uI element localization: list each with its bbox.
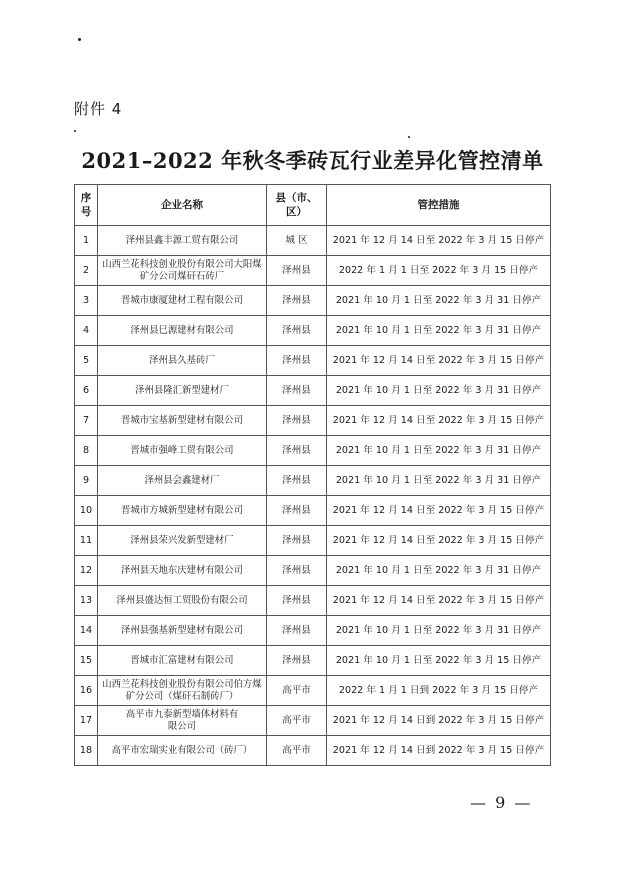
table-row [75, 616, 551, 646]
table-row [75, 226, 551, 256]
county-cell: 泽州县 [267, 376, 327, 406]
seq-cell: 12 [75, 556, 98, 586]
scan-speck [74, 130, 76, 132]
county-cell: 泽州县 [267, 466, 327, 496]
table-row [75, 556, 551, 586]
county-cell: 城 区 [267, 226, 327, 256]
table-header-row [75, 185, 551, 226]
page-number: — 9 — [470, 793, 533, 812]
table-row [75, 376, 551, 406]
county-cell: 泽州县 [267, 526, 327, 556]
scan-speck [408, 136, 410, 138]
seq-cell: 1 [75, 226, 98, 256]
company-cell: 泽州县久基砖厂 [98, 346, 267, 376]
measures-cell: 2021 年 10 月 1 日至 2022 年 3 月 31 日停产 [327, 556, 551, 586]
scan-speck [78, 38, 81, 41]
header-company: 企业名称 [98, 185, 267, 226]
table-row [75, 406, 551, 436]
measures-cell: 2021 年 12 月 14 日至 2022 年 3 月 15 日停产 [327, 406, 551, 436]
seq-cell: 18 [75, 736, 98, 766]
county-cell: 泽州县 [267, 346, 327, 376]
measures-cell: 2021 年 12 月 14 日至 2022 年 3 月 15 日停产 [327, 526, 551, 556]
seq-cell: 3 [75, 286, 98, 316]
table-row [75, 436, 551, 466]
company-cell: 高平市九泰新型墙体材料有限公司 [98, 706, 267, 736]
table-row [75, 346, 551, 376]
seq-cell: 2 [75, 256, 98, 286]
table-row [75, 496, 551, 526]
seq-cell: 13 [75, 586, 98, 616]
annex-label: 附件 4 [74, 100, 123, 118]
seq-cell: 15 [75, 646, 98, 676]
table-row [75, 256, 551, 286]
measures-cell: 2021 年 12 月 14 日至 2022 年 3 月 15 日停产 [327, 496, 551, 526]
county-cell: 泽州县 [267, 556, 327, 586]
measures-cell: 2022 年 1 月 1 日到 2022 年 3 月 15 日停产 [327, 676, 551, 706]
seq-cell: 14 [75, 616, 98, 646]
company-cell: 泽州县巳源建材有限公司 [98, 316, 267, 346]
table-row [75, 676, 551, 706]
measures-cell: 2021 年 10 月 1 日至 2022 年 3 月 31 日停产 [327, 286, 551, 316]
company-cell: 泽州县鑫丰源工贸有限公司 [98, 226, 267, 256]
seq-cell: 17 [75, 706, 98, 736]
company-cell: 泽州县天地东庆建材有限公司 [98, 556, 267, 586]
seq-cell: 9 [75, 466, 98, 496]
company-cell: 泽州县隆汇新型建材厂 [98, 376, 267, 406]
county-cell: 泽州县 [267, 496, 327, 526]
company-cell: 晋城市宝基新型建材有限公司 [98, 406, 267, 436]
seq-cell: 8 [75, 436, 98, 466]
seq-cell: 5 [75, 346, 98, 376]
table-row [75, 316, 551, 346]
header-measures: 管控措施 [327, 185, 551, 226]
county-cell: 泽州县 [267, 406, 327, 436]
table-row [75, 646, 551, 676]
company-cell: 泽州县荣兴发新型建材厂 [98, 526, 267, 556]
county-cell: 高平市 [267, 706, 327, 736]
seq-cell: 4 [75, 316, 98, 346]
measures-cell: 2021 年 10 月 1 日至 2022 年 3 月 31 日停产 [327, 376, 551, 406]
measures-cell: 2021 年 12 月 14 日至 2022 年 3 月 15 日停产 [327, 346, 551, 376]
county-cell: 泽州县 [267, 316, 327, 346]
header-county: 县（市、区） [267, 185, 327, 226]
county-cell: 高平市 [267, 676, 327, 706]
company-cell: 晋城市汇富建材有限公司 [98, 646, 267, 676]
table-row [75, 526, 551, 556]
measures-cell: 2021 年 12 月 14 日至 2022 年 3 月 15 日停产 [327, 226, 551, 256]
measures-cell: 2021 年 10 月 1 日至 2022 年 3 月 31 日停产 [327, 466, 551, 496]
company-cell: 泽州县盛达恒工贸股份有限公司 [98, 586, 267, 616]
company-cell: 晋城市康厦建材工程有限公司 [98, 286, 267, 316]
table-row [75, 586, 551, 616]
table-row [75, 736, 551, 766]
company-cell: 高平市宏瑞实业有限公司（砖厂） [98, 736, 267, 766]
seq-cell: 11 [75, 526, 98, 556]
company-cell: 泽州县会鑫建材厂 [98, 466, 267, 496]
measures-cell: 2021 年 12 月 14 日到 2022 年 3 月 15 日停产 [327, 706, 551, 736]
seq-cell: 10 [75, 496, 98, 526]
county-cell: 泽州县 [267, 286, 327, 316]
seq-cell: 6 [75, 376, 98, 406]
measures-cell: 2021 年 12 月 14 日到 2022 年 3 月 15 日停产 [327, 736, 551, 766]
measures-cell: 2021 年 12 月 14 日至 2022 年 3 月 15 日停产 [327, 586, 551, 616]
document-title: 2021–2022 年秋冬季砖瓦行业差异化管控清单 [81, 148, 544, 173]
county-cell: 泽州县 [267, 256, 327, 286]
header-seq: 序号 [75, 185, 98, 226]
table-row [75, 706, 551, 736]
table-row [75, 466, 551, 496]
measures-cell: 2022 年 1 月 1 日至 2022 年 3 月 15 日停产 [327, 256, 551, 286]
measures-cell: 2021 年 10 月 1 日至 2022 年 3 月 31 日停产 [327, 436, 551, 466]
seq-cell: 7 [75, 406, 98, 436]
measures-cell: 2021 年 10 月 1 日至 2022 年 3 月 31 日停产 [327, 316, 551, 346]
county-cell: 高平市 [267, 736, 327, 766]
company-cell: 山西兰花科技创业股份有限公司伯方煤矿分公司（煤矸石制砖厂） [98, 676, 267, 706]
seq-cell: 16 [75, 676, 98, 706]
county-cell: 泽州县 [267, 436, 327, 466]
county-cell: 泽州县 [267, 646, 327, 676]
county-cell: 泽州县 [267, 586, 327, 616]
measures-cell: 2021 年 10 月 1 日至 2022 年 3 月 31 日停产 [327, 616, 551, 646]
control-list-table [74, 184, 551, 766]
company-cell: 山西兰花科技创业股份有限公司大阳煤矿分公司煤矸石砖厂 [98, 256, 267, 286]
measures-cell: 2021 年 10 月 1 日至 2022 年 3 月 15 日停产 [327, 646, 551, 676]
table-row [75, 286, 551, 316]
county-cell: 泽州县 [267, 616, 327, 646]
company-cell: 晋城市方城新型建材有限公司 [98, 496, 267, 526]
company-cell: 晋城市强峰工贸有限公司 [98, 436, 267, 466]
company-cell: 泽州县强基新型建材有限公司 [98, 616, 267, 646]
